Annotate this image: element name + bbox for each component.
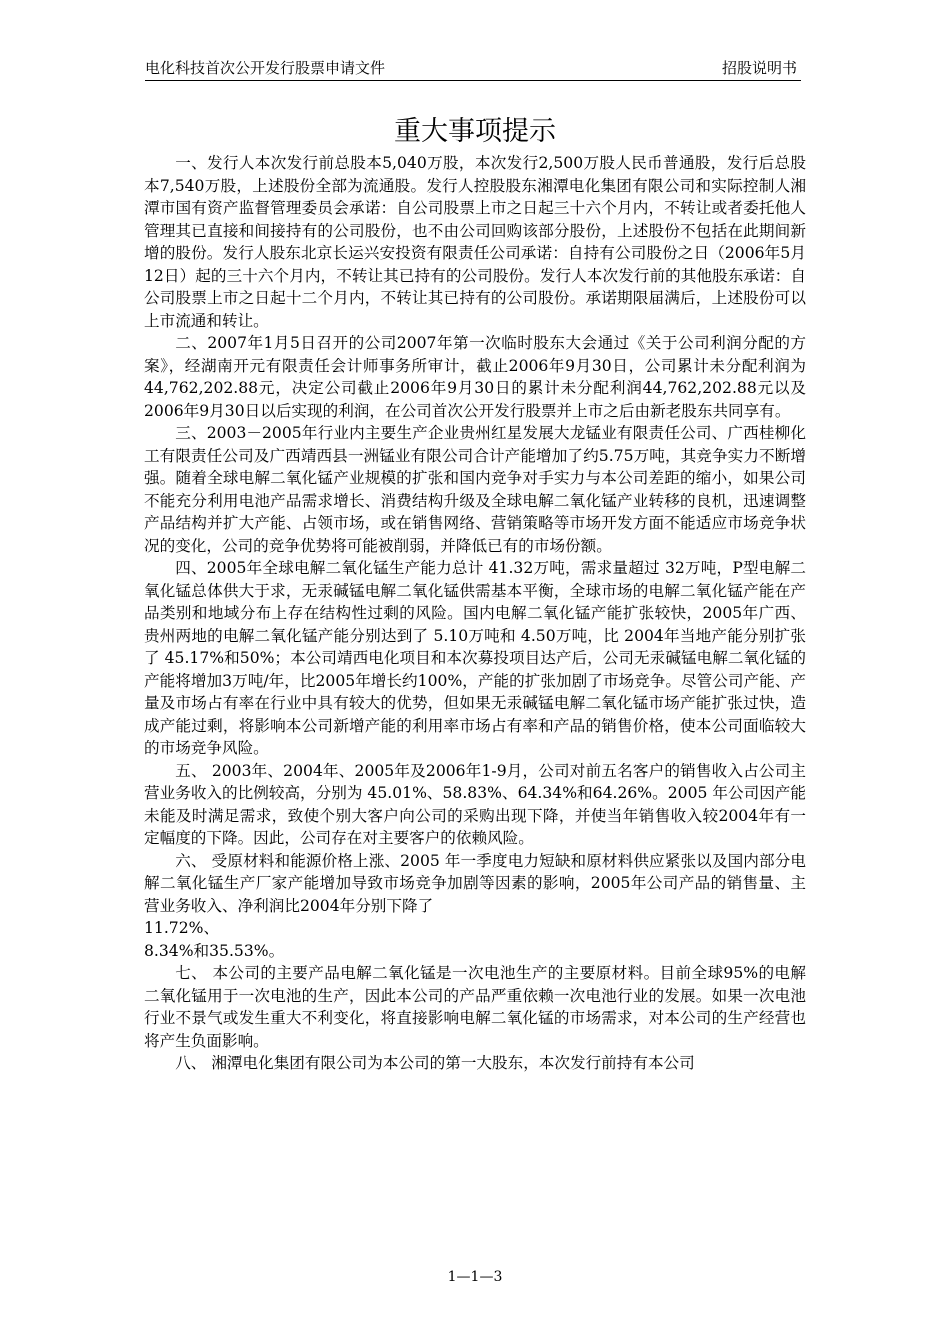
header-document-name: 电化科技首次公开发行股票申请文件 xyxy=(145,59,386,77)
paragraph-2: 二、2007年1月5日召开的公司2007年第一次临时股东大会通过《关于公司利润分配的方案》，经湖南开元有限责任会计师事务所审计，截止2006年9月30日，公司累计未分配利润为44,762,202.88元，决定公司截止2006年9月30日的累计未分配利润44,762,202.88元以及2006年9月30日以后实现的利润，在公司首次公开发行股票并上市之后由新老股东共同享有。 xyxy=(144,334,806,420)
paragraph-6-continued-2: 8.34%和35.53%。 xyxy=(144,941,285,960)
page-number: 1—1—3 xyxy=(447,1269,503,1285)
paragraph-4: 四、2005年全球电解二氧化锰生产能力总计 41.32万吨，需求量超过 32万吨，P型电解二氧化锰总体供大于求，无汞碱锰电解二氧化锰供需基本平衡，全球市场的电解二氧化锰产能在产品类别和地域分布上存在结构性过剩的风险。国内电解二氧化锰产能扩张较快，2005年广西、贵州两地的电解二氧化锰产能分别达到了 5.10万吨和 4.50万吨，比 2004年当地产能分别扩张了 45.17%和50%；本公司靖西电化项目和本次募投项目达产后，公司无汞碱锰电解二氧化锰的产能将增加3万吨/年，比2005年增长约100%，产能的扩张加剧了市场竞争。尽管公司产能、产量及市场占有率在行业中具有较大的优势，但如果无汞碱锰电解二氧化锰市场产能扩张过快，造成产能过剩，将影响本公司新增产能的利用率市场占有率和产品的销售价格，使本公司面临较大的市场竞争风险。 xyxy=(144,559,806,757)
document-body xyxy=(144,152,806,1075)
page-title: 重大事项提示 xyxy=(394,116,556,147)
paragraph-6-continued-1: 11.72%、 xyxy=(144,919,220,937)
paragraph-7: 七、 本公司的主要产品电解二氧化锰是一次电池生产的主要原材料。目前全球95%的电解二氧化锰用于一次电池的生产，因此本公司的产品严重依赖一次电池行业的发展。如果一次电池行业不景气或发生重大不利变化，将直接影响电解二氧化锰的市场需求，对本公司的生产经营也将产生负面影响。 xyxy=(144,964,806,1050)
paragraph-3: 三、2003－2005年行业内主要生产企业贵州红星发展大龙锰业有限责任公司、广西桂柳化工有限责任公司及广西靖西县一洲锰业有限公司合计产能增加了约5.75万吨，其竞争实力不断增强。随着全球电解二氧化锰产业规模的扩张和国内竞争对手实力与本公司差距的缩小，如果公司不能充分利用电池产品需求增长、消费结构升级及全球电解二氧化锰产业转移的良机，迅速调整产品结构并扩大产能、占领市场，或在销售网络、营销策略等市场开发方面不能适应市场竞争状况的变化，公司的竞争优势将可能被削弱，并降低已有的市场份额。 xyxy=(144,424,806,555)
paragraph-6: 六、 受原材料和能源价格上涨、2005 年一季度电力短缺和原材料供应紧张以及国内部分电解二氧化锰生产厂家产能增加导致市场竞争加剧等因素的影响，2005年公司产品的销售量、主营业务收入、净利润比2004年分别下降了 xyxy=(144,851,806,915)
paragraph-5: 五、 2003年、2004年、2005年及2006年1-9月，公司对前五名客户的销售收入占公司主营业务收入的比例较高，分别为 45.01%、58.83%、64.34%和64.26%。2005 年公司因产能未能及时满足需求，致使个别大客户向公司的采购出现下降，并使当年销售收入较2004年有一定幅度的下降。因此，公司存在对主要客户的依赖风险。 xyxy=(144,761,806,847)
paragraph-1: 一、发行人本次发行前总股本5,040万股，本次发行2,500万股人民币普通股，发行后总股本7,540万股，上述股份全部为流通股。发行人控股股东湘潭电化集团有限公司和实际控制人湘潭市国有资产监督管理委员会承诺：自公司股票上市之日起三十六个月内，不转让或者委托他人管理其已直接和间接持有的公司股份，也不由公司回购该部分股份，上述股份不包括在此期间新增的股份。发行人股东北京长运兴安投资有限责任公司承诺：自持有公司股份之日（2006年5月12日）起的三十六个月内，不转让其已持有的公司股份。发行人本次发行前的其他股东承诺：自公司股票上市之日起十二个月内，不转让其已持有的公司股份。承诺期限届满后，上述股份可以上市流通和转让。 xyxy=(144,154,806,330)
page-header xyxy=(145,58,801,81)
header-section-name: 招股说明书 xyxy=(721,59,797,77)
paragraph-8: 八、 湘潭电化集团有限公司为本公司的第一大股东，本次发行前持有本公司 xyxy=(175,1054,695,1072)
